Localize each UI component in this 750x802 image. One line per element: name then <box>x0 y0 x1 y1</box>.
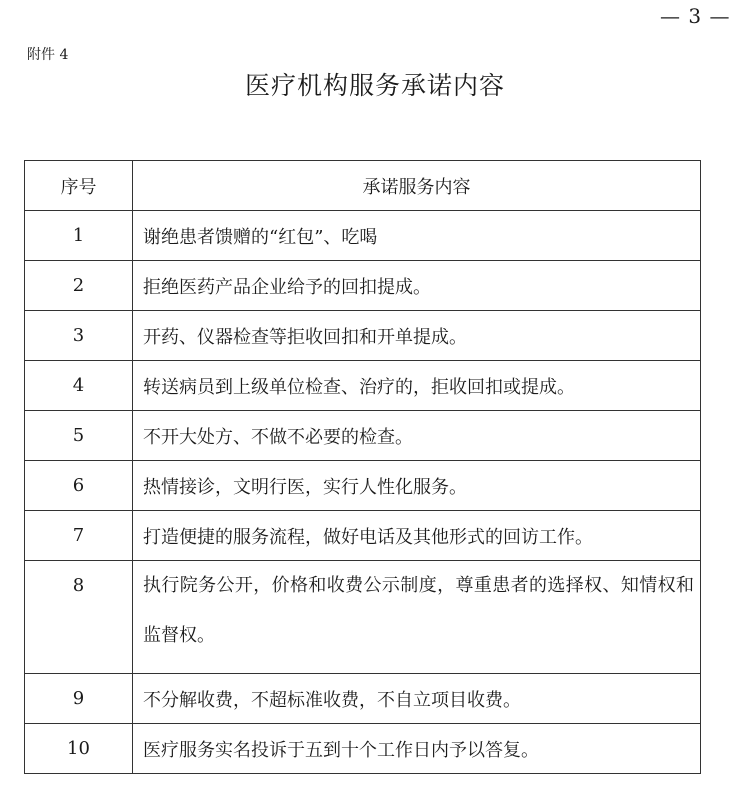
row-content: 热情接诊，文明行医，实行人性化服务。 <box>133 461 701 511</box>
row-number: 6 <box>25 461 133 511</box>
row-content: 不开大处方、不做不必要的检查。 <box>133 411 701 461</box>
table-row <box>25 561 701 674</box>
row-content: 执行院务公开，价格和收费公示制度，尊重患者的选择权、知情权和监督权。 <box>133 561 701 674</box>
table-row <box>25 674 701 724</box>
document-title: 医疗机构服务承诺内容 <box>244 71 505 100</box>
row-content: 转送病员到上级单位检查、治疗的，拒收回扣或提成。 <box>133 361 701 411</box>
header-commitment-content: 承诺服务内容 <box>133 161 701 211</box>
table-row <box>25 461 701 511</box>
row-number: 9 <box>25 674 133 724</box>
row-number: 7 <box>25 511 133 561</box>
table-row <box>25 261 701 311</box>
table-row <box>25 211 701 261</box>
header-serial-number: 序号 <box>25 161 133 211</box>
table-header-row <box>25 161 701 211</box>
row-number: 2 <box>25 261 133 311</box>
table-row <box>25 724 701 774</box>
row-content: 拒绝医药产品企业给予的回扣提成。 <box>133 261 701 311</box>
row-content: 医疗服务实名投诉于五到十个工作日内予以答复。 <box>133 724 701 774</box>
page-number: — 3 — <box>660 4 731 28</box>
table-row <box>25 511 701 561</box>
attachment-label: 附件 4 <box>27 47 69 63</box>
table-row <box>25 311 701 361</box>
row-number: 8 <box>25 561 133 674</box>
table-row <box>25 361 701 411</box>
row-number: 3 <box>25 311 133 361</box>
row-number: 4 <box>25 361 133 411</box>
row-number: 5 <box>25 411 133 461</box>
service-commitment-table <box>24 160 701 774</box>
row-content: 不分解收费，不超标准收费，不自立项目收费。 <box>133 674 701 724</box>
row-content: 打造便捷的服务流程，做好电话及其他形式的回访工作。 <box>133 511 701 561</box>
row-number: 1 <box>25 211 133 261</box>
row-content: 开药、仪器检查等拒收回扣和开单提成。 <box>133 311 701 361</box>
row-number: 10 <box>25 724 133 774</box>
row-content: 谢绝患者馈赠的“红包”、吃喝 <box>133 211 701 261</box>
table-row <box>25 411 701 461</box>
